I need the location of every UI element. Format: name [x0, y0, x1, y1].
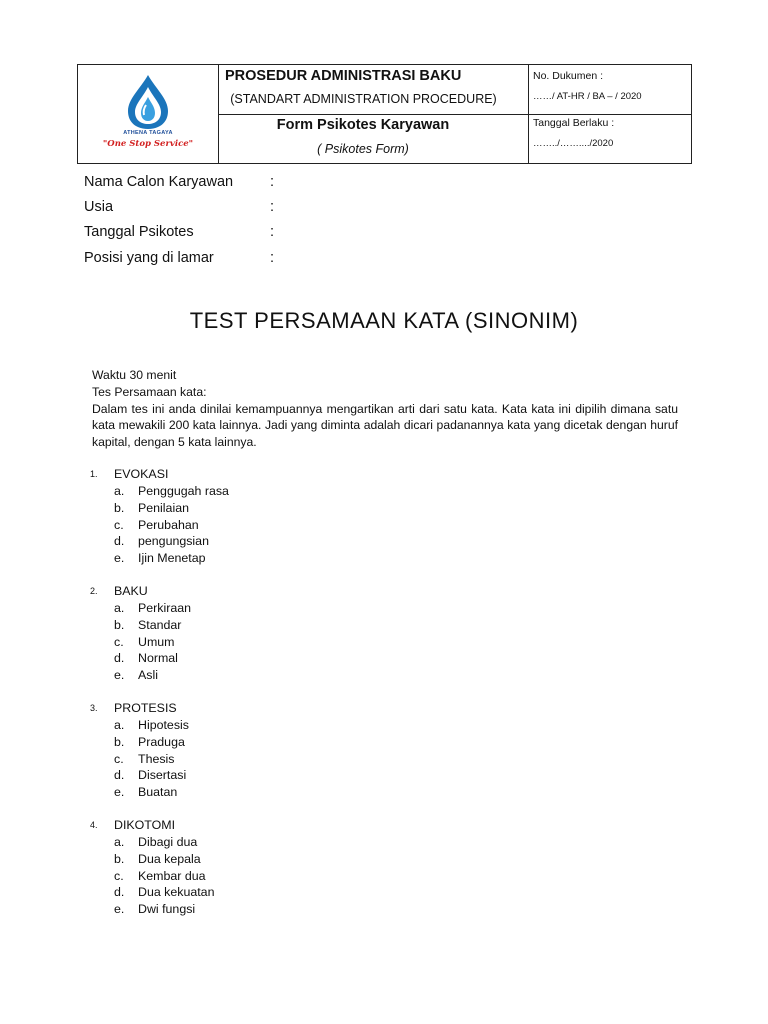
instructions-body: Dalam tes ini anda dinilai kemampuannya mengartikan arti dari satu kata. Kata kata ini dipilih dimana satu kata mewakili 200 kata lainnya. Jadi yang diminta adalah dicari padanannya kata yang dicetak dengan huruf kapital, dengan 5 kata lainnya.	[92, 401, 678, 450]
option-letter: d.	[114, 534, 125, 549]
effective-date-value: ……../……..../2020	[533, 138, 614, 149]
option-letter: e.	[114, 551, 125, 566]
header-subtitle: (STANDART ADMINISTRATION PROCEDURE)	[230, 92, 497, 106]
option-text: Penilaian	[138, 500, 189, 515]
option-text: Normal	[138, 651, 178, 666]
logo-tagline: "One Stop Service"	[102, 139, 194, 149]
option-letter: a.	[114, 484, 125, 498]
option-letter: c.	[114, 517, 124, 532]
option-text: Dua kekuatan	[138, 885, 215, 900]
option-text: Hipotesis	[138, 718, 189, 732]
field-colon: :	[270, 250, 275, 266]
company-logo	[78, 65, 218, 163]
option-letter: b.	[114, 734, 125, 749]
instructions-heading: Tes Persamaan kata:	[92, 384, 207, 399]
field-candidate-name-label: Nama Calon Karyawan	[84, 174, 234, 190]
question-number: 1.	[90, 469, 98, 479]
field-colon: :	[270, 224, 275, 240]
option-letter: a.	[114, 601, 125, 615]
option-letter: b.	[114, 617, 125, 632]
field-colon: :	[270, 199, 275, 215]
option-text: Disertasi	[138, 768, 187, 783]
field-colon: :	[270, 174, 275, 190]
option-letter: e.	[114, 902, 125, 917]
option-text: Praduga	[138, 734, 185, 749]
question-word: EVOKASI	[114, 467, 169, 481]
effective-date-label: Tanggal Berlaku :	[533, 117, 615, 129]
option-text: Ijin Menetap	[138, 551, 206, 566]
option-letter: c.	[114, 751, 124, 766]
question-number: 3.	[90, 703, 98, 713]
option-text: pengungsian	[138, 534, 209, 549]
test-title: TEST PERSAMAAN KATA (SINONIM)	[189, 308, 579, 333]
option-text: Standar	[138, 617, 182, 632]
option-letter: c.	[114, 868, 124, 883]
document-header	[77, 64, 692, 164]
option-text: Thesis	[138, 751, 175, 766]
option-text: Dibagi dua	[138, 835, 198, 849]
question-word: DIKOTOMI	[114, 818, 176, 832]
question-number: 4.	[90, 820, 98, 830]
option-letter: d.	[114, 885, 125, 900]
option-letter: b.	[114, 851, 125, 866]
option-text: Perkiraan	[138, 601, 192, 615]
option-text: Dwi fungsi	[138, 902, 196, 917]
option-letter: e.	[114, 668, 125, 683]
option-text: Buatan	[138, 785, 178, 800]
field-position-label: Posisi yang di lamar	[84, 250, 214, 266]
doc-number-value: ……/ AT-HR / BA – / 2020	[533, 91, 642, 102]
option-text: Dua kepala	[138, 851, 201, 866]
option-text: Penggugah rasa	[138, 484, 229, 498]
instructions	[92, 367, 678, 451]
option-text: Kembar dua	[138, 868, 206, 883]
option-letter: d.	[114, 768, 125, 783]
option-letter: d.	[114, 651, 125, 666]
option-letter: c.	[114, 634, 124, 649]
option-letter: b.	[114, 500, 125, 515]
question-word: PROTESIS	[114, 701, 177, 715]
option-letter: a.	[114, 718, 125, 732]
time-limit: Waktu 30 menit	[92, 368, 177, 382]
option-text: Perubahan	[138, 517, 199, 532]
form-subtitle: ( Psikotes Form)	[317, 142, 409, 156]
option-letter: e.	[114, 785, 125, 800]
water-drop-icon	[122, 73, 174, 131]
field-test-date-label: Tanggal Psikotes	[84, 224, 194, 240]
option-text: Asli	[138, 668, 158, 683]
header-divider	[218, 114, 691, 115]
form-title: Form Psikotes Karyawan	[276, 117, 450, 133]
option-text: Umum	[138, 634, 175, 649]
question-word: BAKU	[114, 584, 148, 598]
logo-brand-text: ATHENA TAGAYA	[123, 130, 173, 136]
field-age-label: Usia	[84, 199, 114, 215]
question-number: 2.	[90, 586, 98, 596]
option-letter: a.	[114, 835, 125, 849]
doc-number-label: No. Dukumen :	[533, 70, 604, 82]
header-title: PROSEDUR ADMINISTRASI BAKU	[225, 68, 462, 84]
